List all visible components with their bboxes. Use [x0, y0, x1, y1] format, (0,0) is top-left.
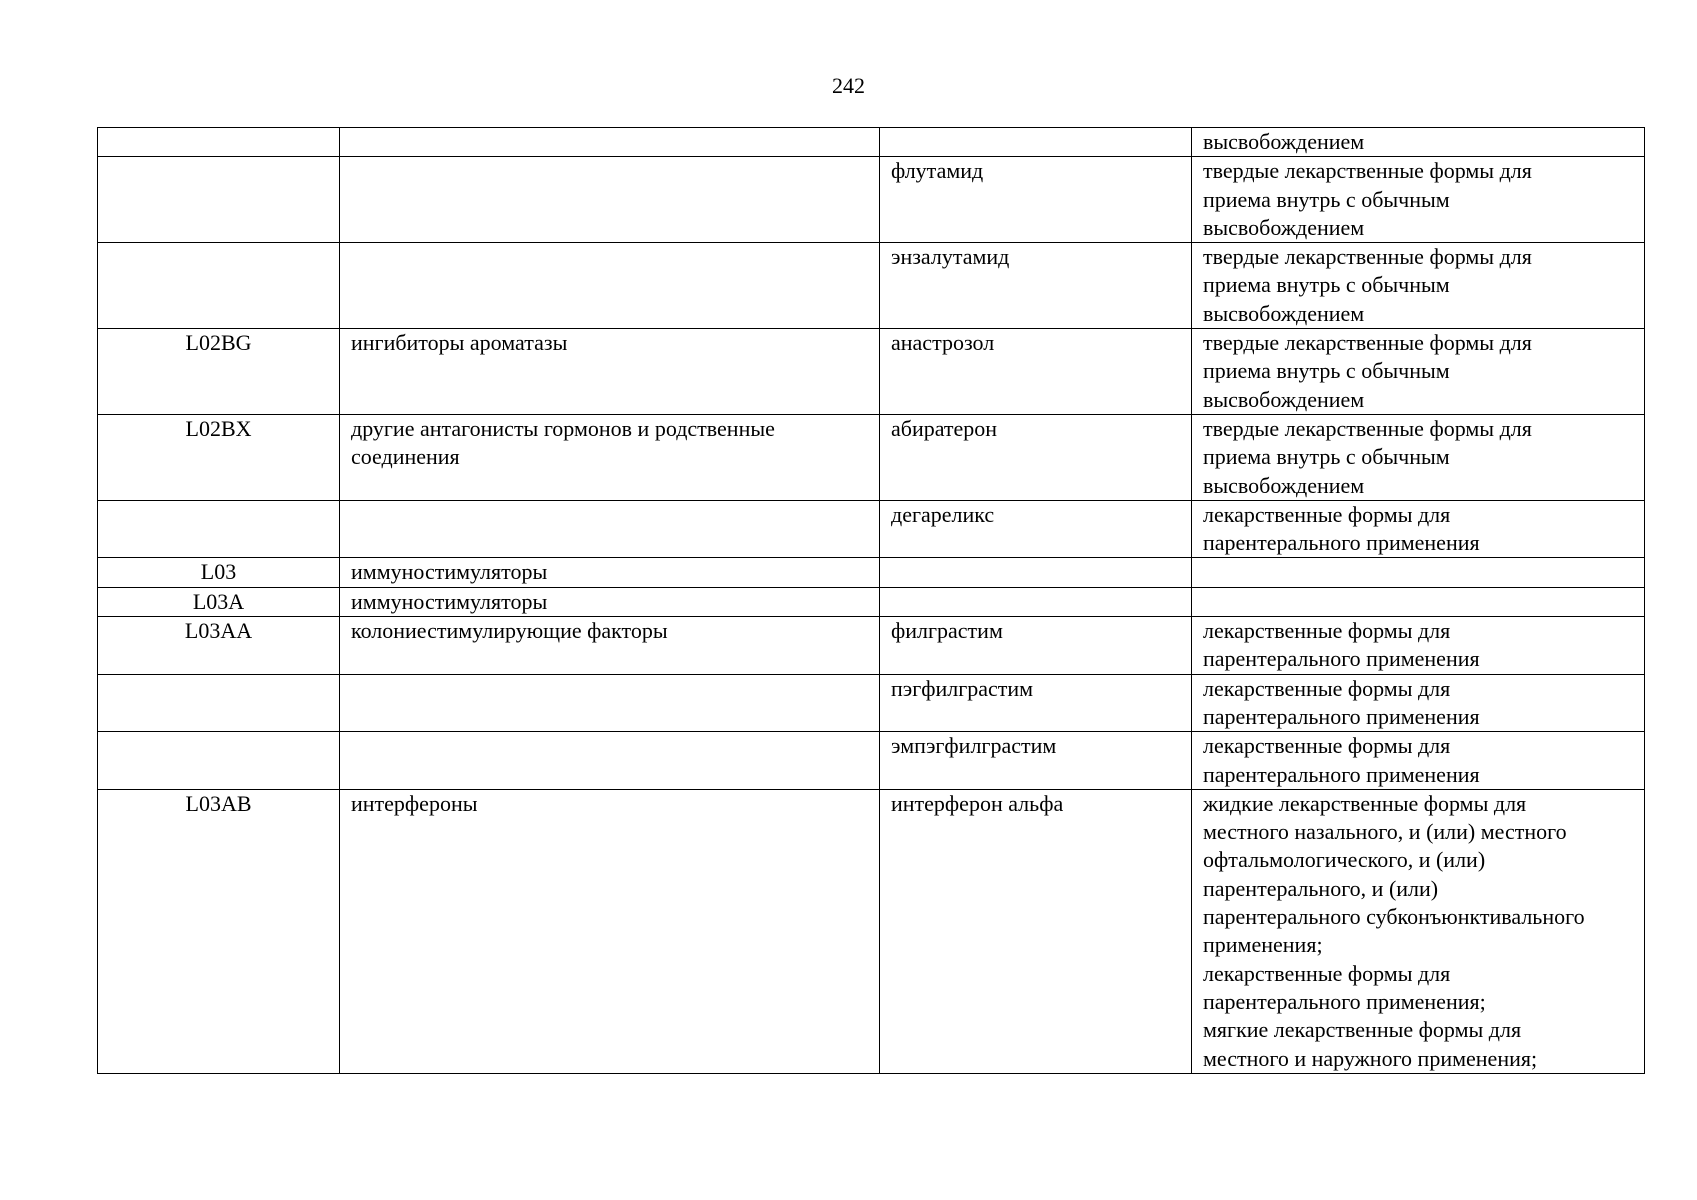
- drug-cell: дегареликс: [880, 500, 1192, 558]
- drug-cell: абиратерон: [880, 414, 1192, 500]
- dosage-form-cell: [1192, 558, 1645, 587]
- group-cell: другие антагонисты гормонов и родственные соединения: [340, 414, 880, 500]
- group-cell: [340, 157, 880, 243]
- group-cell: иммуностимуляторы: [340, 558, 880, 587]
- drug-cell: эмпэгфилграстим: [880, 732, 1192, 790]
- dosage-form-cell: лекарственные формы для парентерального применения: [1192, 732, 1645, 790]
- table-row: [98, 674, 1645, 732]
- table-row: [98, 414, 1645, 500]
- dosage-form-cell: лекарственные формы для парентерального применения: [1192, 674, 1645, 732]
- atc-code-cell: [98, 674, 340, 732]
- group-cell: [340, 732, 880, 790]
- table-row: [98, 128, 1645, 157]
- dosage-form-cell: твердые лекарственные формы для приема внутрь с обычным высвобождением: [1192, 414, 1645, 500]
- drug-cell: анастрозол: [880, 329, 1192, 415]
- table-row: [98, 587, 1645, 616]
- atc-code-cell: L02BX: [98, 414, 340, 500]
- group-cell: ингибиторы ароматазы: [340, 329, 880, 415]
- group-cell: [340, 243, 880, 329]
- drug-cell: филграстим: [880, 617, 1192, 675]
- table-row: [98, 558, 1645, 587]
- atc-code-cell: [98, 732, 340, 790]
- atc-code-cell: [98, 128, 340, 157]
- table-row: [98, 500, 1645, 558]
- table-row: [98, 243, 1645, 329]
- group-cell: [340, 500, 880, 558]
- table-row: [98, 617, 1645, 675]
- table-row: [98, 732, 1645, 790]
- drug-cell: [880, 587, 1192, 616]
- drug-cell: [880, 558, 1192, 587]
- dosage-form-cell: твердые лекарственные формы для приема внутрь с обычным высвобождением: [1192, 329, 1645, 415]
- dosage-form-cell: высвобождением: [1192, 128, 1645, 157]
- drug-table: [97, 127, 1645, 1074]
- drug-cell: интерферон альфа: [880, 789, 1192, 1073]
- atc-code-cell: L03AB: [98, 789, 340, 1073]
- group-cell: иммуностимуляторы: [340, 587, 880, 616]
- atc-code-cell: L03: [98, 558, 340, 587]
- drug-cell: [880, 128, 1192, 157]
- dosage-form-cell: лекарственные формы для парентерального применения: [1192, 500, 1645, 558]
- dosage-form-cell: твердые лекарственные формы для приема внутрь с обычным высвобождением: [1192, 157, 1645, 243]
- dosage-form-cell: твердые лекарственные формы для приема внутрь с обычным высвобождением: [1192, 243, 1645, 329]
- atc-code-cell: L03A: [98, 587, 340, 616]
- dosage-form-cell: лекарственные формы для парентерального применения: [1192, 617, 1645, 675]
- atc-code-cell: L03AA: [98, 617, 340, 675]
- group-cell: колониестимулирующие факторы: [340, 617, 880, 675]
- group-cell: [340, 674, 880, 732]
- table-row: [98, 329, 1645, 415]
- table-row: [98, 157, 1645, 243]
- table-row: [98, 789, 1645, 1073]
- drug-cell: пэгфилграстим: [880, 674, 1192, 732]
- page-number: 242: [832, 73, 865, 98]
- drug-cell: флутамид: [880, 157, 1192, 243]
- atc-code-cell: [98, 500, 340, 558]
- group-cell: интерфероны: [340, 789, 880, 1073]
- drug-cell: энзалутамид: [880, 243, 1192, 329]
- group-cell: [340, 128, 880, 157]
- atc-code-cell: [98, 243, 340, 329]
- dosage-form-cell: жидкие лекарственные формы для местного назального, и (или) местного офтальмологического, и (или) парентерального, и (или) парентерального субконъюнктивального применения; лекарственные формы для парентерального применения; мягкие лекарственные формы для местного и наружного применения;: [1192, 789, 1645, 1073]
- dosage-form-cell: [1192, 587, 1645, 616]
- atc-code-cell: [98, 157, 340, 243]
- atc-code-cell: L02BG: [98, 329, 340, 415]
